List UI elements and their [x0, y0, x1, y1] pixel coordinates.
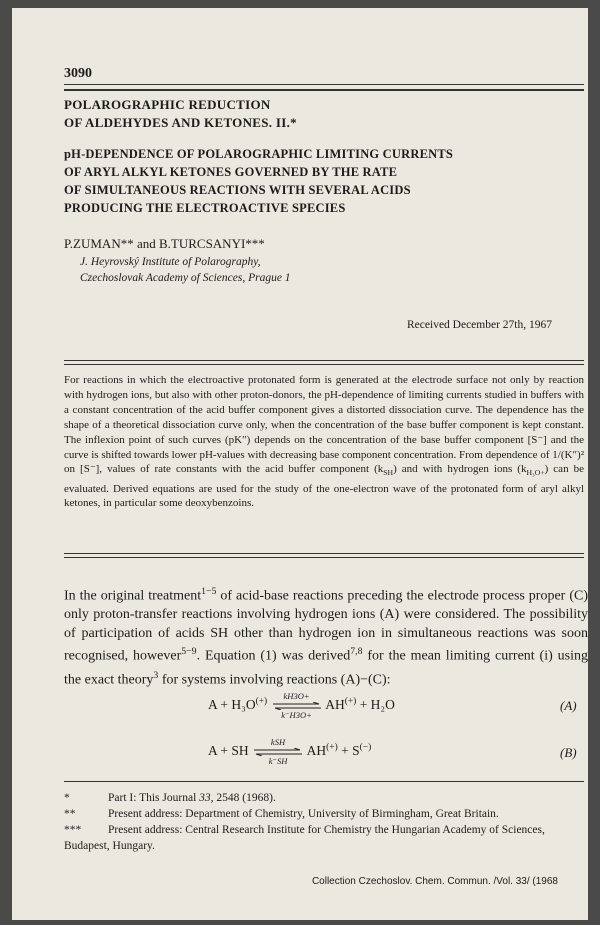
- footnote: * Part I: This Journal 33, 2548 (1968).: [64, 792, 276, 804]
- equation-b-label: (B): [560, 745, 577, 760]
- affiliation-line: J. Heyrovský Institute of Polarography,: [80, 256, 261, 268]
- equilibrium-arrow-icon: [254, 748, 302, 756]
- affiliation-line: Czechoslovak Academy of Sciences, Prague 1: [80, 272, 291, 284]
- footnote-rule: [64, 781, 584, 782]
- journal-footer: Collection Czechoslov. Chem. Commun. /Vol. 33/ (1968: [311, 876, 558, 887]
- abstract-rule-bottom-2: [64, 557, 584, 558]
- subtitle-line: pH-DEPENDENCE OF POLAROGRAPHIC LIMITING CURRENTS: [64, 147, 454, 161]
- received-date: Received December 27th, 1967: [407, 319, 552, 331]
- body-paragraph: In the original treatment$^{1-5}$ of acid-base reactions preceding the electrode process proper (C) only proton-transfer reactions involving hydrogen ions (A) were considered. The possibility of participation of acids SH other than hydrogen ion in simultaneous reactions was soon recognised, however$^{5-9}$. Equation (1) was derived$^{7,8}$ for the mean limiting current (i) using the exact theory$^3$ for systems involving reactions (A)−(C):: [64, 586, 589, 688]
- equation-b: A + SH kSH k⁻SH AH(+) + S(−): [208, 737, 372, 766]
- equation-a-label: (A): [560, 698, 577, 713]
- abstract-rule-top: [64, 360, 584, 361]
- authors: P.ZUMAN** and B.TURCSANYI***: [64, 236, 265, 251]
- abstract: For reactions in which the electroactive protonated form is generated at the electrode surface not only by reaction with hydrogen ions, but also with other proton-donors, the pH-dependence of limiting currents studied in buffers with a constant concentration of the acid buffer component gives a distorted dissociation curve. The dependence has the shape of a theoretical dissociation curve only, when the concentration of the base buffer component is kept constant. The inflexion point of such curves (pK″) depends on the concentration of the base buffer component [S⁻] and the curve is shifted towards lower pH-values with decreasing base component concentration. From dependence of 1/(K″)² on [S⁻], values of rate constants with the acid buffer component $(k_{SH})$ and with hydrogen ions $(k_{H_3O+})$ can be evaluated. Derived equations are used for the study of the one-electron wave of the protonated form of aryl alkyl ketones, in particular some deoxybenzoins.: [64, 374, 584, 510]
- subtitle-line: OF SIMULTANEOUS REACTIONS WITH SEVERAL ACIDS: [64, 183, 411, 197]
- title-line: OF ALDEHYDES AND KETONES. II.*: [64, 115, 297, 130]
- equilibrium-arrow: kH3O+ k⁻H3O+: [271, 691, 323, 721]
- article-title: [64, 96, 544, 132]
- footnote: ** Present address: Department of Chemistry, University of Birmingham, Great Britain.: [64, 808, 499, 820]
- header-rule-thick: [64, 89, 584, 91]
- equilibrium-arrow-icon: [273, 702, 321, 710]
- article-subtitle: [64, 145, 544, 217]
- footnote: *** Present address: Central Research Institute for Chemistry the Hungarian Academy of Sciences, Budapest, Hungary.: [64, 824, 545, 852]
- header-rule: [64, 84, 584, 85]
- equation-a: A + H₃O(+) kH3O+ k⁻H3O+ AH(+) + H₂O: [208, 691, 395, 720]
- page-number: 3090: [64, 66, 92, 81]
- subtitle-line: OF ARYL ALKYL KETONES GOVERNED BY THE RATE: [64, 165, 398, 179]
- equilibrium-arrow: kSH k⁻SH: [252, 737, 304, 767]
- subtitle-line: PRODUCING THE ELECTROACTIVE SPECIES: [64, 201, 346, 215]
- journal-page: [12, 8, 588, 920]
- affiliation: [80, 254, 291, 286]
- abstract-rule-bottom: [64, 553, 584, 554]
- title-line: POLAROGRAPHIC REDUCTION: [64, 97, 271, 112]
- abstract-rule-top-2: [64, 364, 584, 365]
